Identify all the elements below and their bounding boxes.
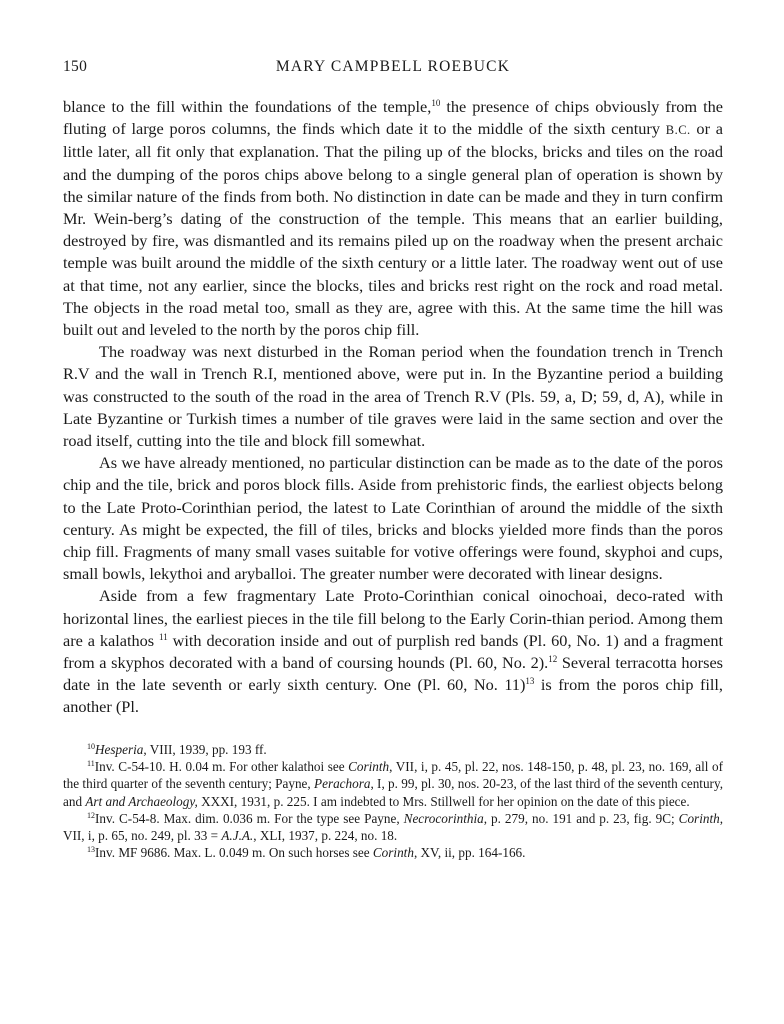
footnote-13: $^{13}$Inv. MF 9686. Max. L. 0.049 m. On such horses see Corinth, XV, ii, pp. 164-166. [87, 845, 526, 861]
footnote-ref-11[interactable]: 11 [159, 631, 168, 642]
running-head-author: MARY CAMPBELL ROEBUCK [275, 58, 511, 75]
footnote-12: $^{12}$Inv. C-54-8. Max. dim. 0.036 m. For the type see Payne, Necrocorinthia, p. 279, no. 191 and p. 23, fig. 9C; Corinth, VII, i, p. 65, no. 249, pl. 33 = A.J.A., XLI, 1937, p. 224, no. 18. [63, 810, 724, 844]
footnote-ref-13[interactable]: 13 [525, 676, 535, 687]
running-head [63, 58, 723, 82]
footnote-ref-12[interactable]: 12 [548, 654, 558, 665]
paragraph-1: blance to the fill within the foundations of the temple,$^{10}$ the presence of chips obviously from the fluting of large poros columns, the finds which date it to the middle of the sixth century B.C. or a little later, all fit only that explanation. That the piling up of the blocks, bricks and tiles on the road and the dumping of the poros chips above belong to a single general plan of operation is shown by the similar nature of the finds from both. No distinction in date can be made and they in turn confirm Mr. Wein-berg’s dating of the construction of the temple. This means that an earlier building, destroyed by fire, was dismantled and its remains piled up on the roadway when the present archaic temple was built around the middle of the sixth century or a little later. The roadway went out of use at that time, not any earlier, since the blocks, tiles and bricks rest right on the rock and road metal. The objects in the road metal too, small as they are, agree with this. At the same time the hill was built out and leveled to the north by the poros chip fill. [63, 97, 723, 340]
footnotes [63, 741, 723, 862]
paragraph-3: As we have already mentioned, no particular distinction can be made as to the date of the poros chip and the tile, brick and poros block fills. Aside from prehistoric finds, the earliest objects belong to the Late Proto-Corinthian period, the latest to Late Corinthian of around the middle of the sixth century. As might be expected, the fill of tiles, bricks and blocks yielded more finds than the poros chip fill. Fragments of many small vases suitable for votive offerings were found, skyphoi and cups, small bowls, lekythoi and aryballoi. The greater number were decorated with linear designs. [63, 453, 723, 584]
footnote-number: 13 [87, 845, 95, 855]
paragraph-2: The roadway was next disturbed in the Roman period when the foundation trench in Trench R.V and the wall in Trench R.I, mentioned above, were put in. In the Byzantine period a building was constructed to the south of the road in the area of Trench R.V (Pls. 59, a, D; 59, d, A), while in Late Byzantine or Turkish times a number of tile graves were laid in the same section and over the road itself, cutting into the tile and block fill somewhat. [63, 342, 723, 451]
footnote-ref-10[interactable]: 10 [431, 98, 441, 108]
footnote-number: 12 [87, 810, 95, 820]
footnote-number: 11 [87, 758, 95, 768]
page-number: 150 [63, 58, 88, 75]
footnote-11: $^{11}$Inv. C-54-10. H. 0.04 m. For other kalathoi see Corinth, VII, i, p. 45, pl. 22, nos. 148-150, p. 48, pl. 23, no. 169, all of the third quarter of the seventh century; Payne, Perachora, I, p. 99, pl. 30, nos. 20-23, of the last third of the seventh century, and Art and Archaeology, XXXI, 1931, p. 225. I am indebted to Mrs. Stillwell for her opinion on the date of this piece. [63, 758, 723, 809]
footnote-number: 10 [87, 741, 95, 751]
body-text [63, 96, 723, 719]
page [63, 58, 723, 862]
small-caps-bc: B.C. [665, 123, 691, 138]
footnote-10: $^{10}$Hesperia, VIII, 1939, pp. 193 ff. [87, 741, 267, 757]
paragraph-4: Aside from a few fragmentary Late Proto-Corinthian conical oinochoai, deco-rated with horizontal lines, the earliest pieces in the tile fill belong to the Early Corin-thian period. Among them are a kalathos $^{11}$ with decoration inside and out of purplish red bands (Pl. 60, No. 1) and a fragment from a skyphos decorated with a band of coursing hounds (Pl. 60, No. 2).$^{12}$ Several terracotta horses date in the late seventh or early sixth century. One (Pl. 60, No. 11)$^{13}$ is from the poros chip fill, another (Pl. [63, 586, 724, 717]
